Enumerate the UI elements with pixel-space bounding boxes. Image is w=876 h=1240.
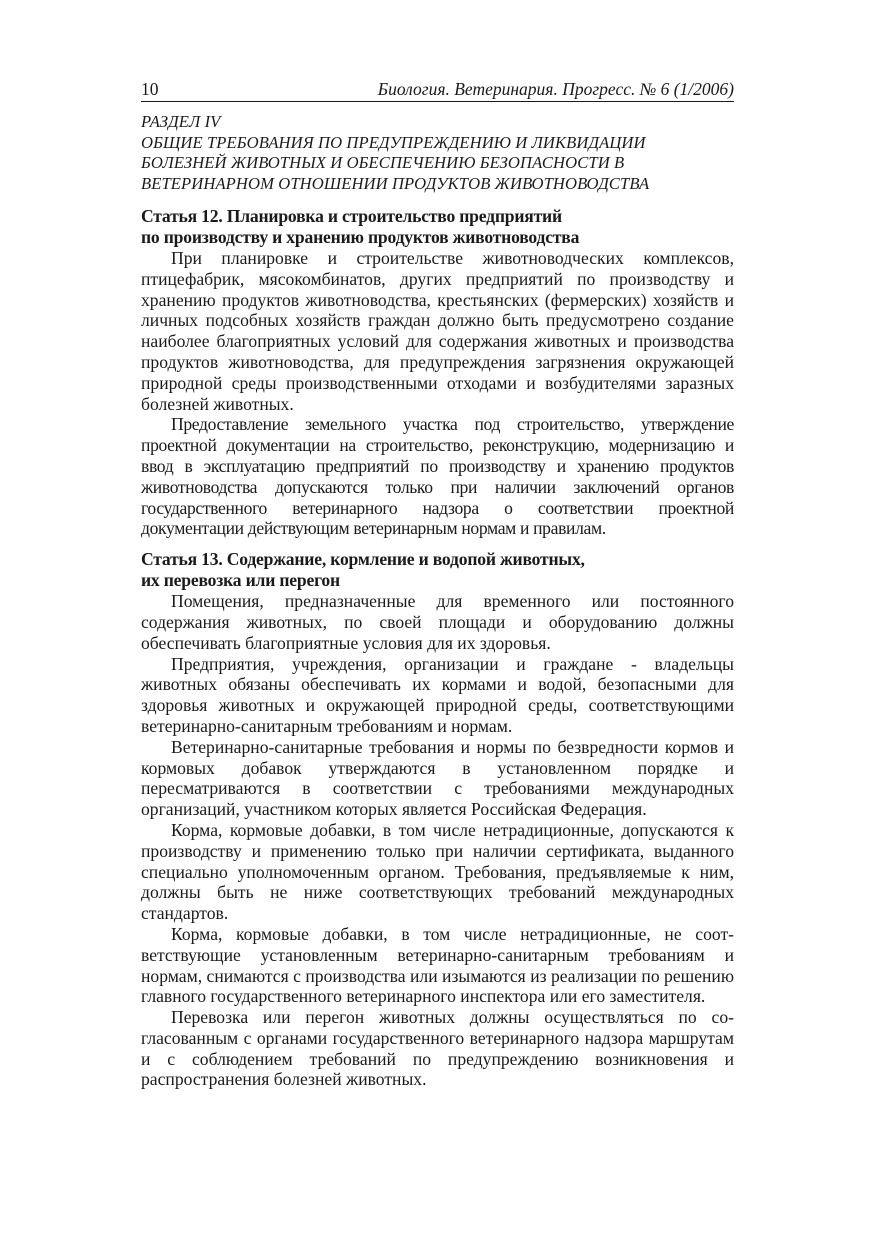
paragraph: Корма, кормовые добавки, в том числе нетрадиционные, не соответствующие установленным ветеринарно-санитарным требованиям и нормам, снимаются с производства или изымаются из реализации по решению главного государственного ветеринарного инспектора или его заместителя. — [141, 923, 734, 1007]
article-title — [141, 549, 734, 591]
article-13 — [141, 549, 734, 1090]
article-title-line: по производству и хранению продуктов животноводства — [141, 227, 580, 247]
journal-title: Биология. Ветеринария. Прогресс. № 6 (1/2006) — [377, 79, 734, 99]
section-title-line: ОБЩИЕ ТРЕБОВАНИЯ ПО ПРЕДУПРЕЖДЕНИЮ И ЛИКВИДАЦИИ — [141, 132, 646, 152]
section-heading — [141, 112, 734, 194]
running-header — [141, 78, 734, 102]
paragraph: Перевозка или перегон животных должны осуществляться по согласованным с органами государственного ветеринарного надзора маршрутам и с соблюдением требований по предупреждению возникновения и распространения болезней животных. — [141, 1007, 734, 1090]
paragraph: Помещения, предназначенные для временного или постоянного содержания животных, по своей площади и оборудованию должны обеспечивать благоприятные условия для их здоровья. — [141, 591, 734, 653]
article-title-line: Статья 12. Планировка и строительство предприятий — [141, 206, 562, 226]
document-page — [141, 78, 734, 1090]
section-title-line: БОЛЕЗНЕЙ ЖИВОТНЫХ И ОБЕСПЕЧЕНИЮ БЕЗОПАСНОСТИ В — [141, 153, 625, 172]
article-title — [141, 206, 734, 248]
article-12 — [141, 206, 734, 539]
section-label: РАЗДЕЛ IV — [141, 112, 221, 131]
section-title-line: ВЕТЕРИНАРНОМ ОТНОШЕНИИ ПРОДУКТОВ ЖИВОТНОВОДСТВА — [141, 173, 650, 193]
paragraph: Ветеринарно-санитарные требования и нормы по безвредности кормов и кормовых добавок утверждаются в установленном порядке и пересматриваются в соответствии с требованиями международных организаций, участником которых является Российская Федерация. — [141, 736, 734, 820]
page-number: 10 — [141, 79, 159, 99]
paragraph: Корма, кормовые добавки, в том числе нетрадиционные, допускаются к производству и применению только при наличии сертификата, выданного специально уполномоченным органом. Требования, предъявляемые к ним, должны быть не ниже соответствующих требований международных стандартов. — [141, 819, 734, 924]
paragraph: Предприятия, учреждения, организации и граждане - владельцы животных обязаны обеспечивать их кормами и водой, безопасными для здоровья животных и окружающей природной среды, соответствующими ветеринарно-санитарным требованиям и нормам. — [141, 653, 734, 736]
paragraph: При планировке и строительстве животноводческих комплексов, птицефабрик, мясокомбинатов, других предприятий по производству и хранению продуктов животноводства, крестьянских (фермерских) хозяйств и личных подсобных хозяйств граждан должно быть предусмотрено создание наиболее благоприятных условий для содержания животных и производства продуктов животноводства, для предупреждения загрязнения окружающей природной среды производственными отходами и возбудителями заразных болезней животных. — [141, 248, 734, 414]
article-title-line: Статья 13. Содержание, кормление и водопой животных, — [141, 549, 585, 570]
article-title-line: их перевозка или перегон — [141, 570, 340, 591]
paragraph: Предоставление земельного участка под строительство, утверждение проектной документации на строительство, реконструкцию, модернизацию и ввод в эксплуатацию предприятий по производству и хранению продуктов животноводства допускаются только при наличии заключений органов государственного ветеринарного надзора о соответствии проектной документации действующим ветеринарным нормам и правилам. — [141, 414, 734, 539]
